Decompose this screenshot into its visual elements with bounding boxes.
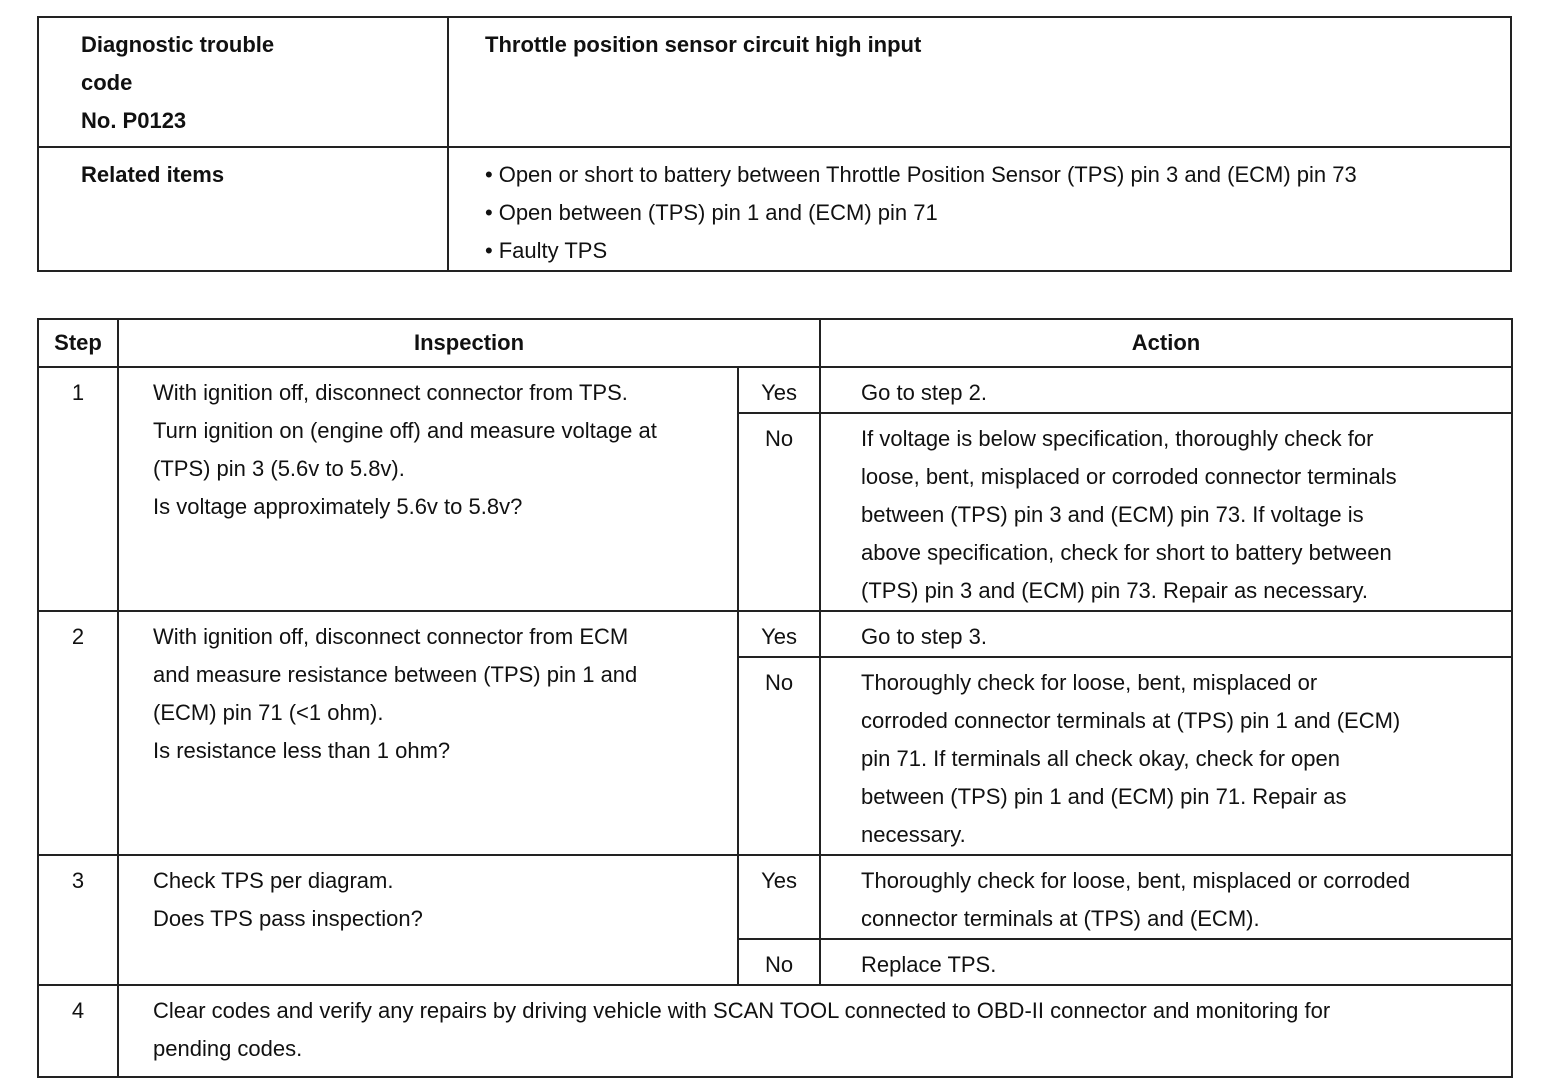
related-items-label-cell	[38, 147, 448, 271]
action-line: between (TPS) pin 3 and (ECM) pin 73. If voltage is	[861, 502, 1364, 527]
action-line: Thoroughly check for loose, bent, misplaced or	[861, 670, 1318, 695]
final-step-line: Clear codes and verify any repairs by driving vehicle with SCAN TOOL connected to OBD-II connector and monitoring for	[153, 998, 1331, 1023]
action-line: Replace TPS.	[861, 952, 997, 977]
dtc-label-line: No. P0123	[81, 108, 187, 133]
no-action	[820, 657, 1512, 855]
step-inspection	[118, 367, 738, 611]
dtc-header-table	[37, 16, 1512, 272]
step-4-row	[38, 985, 1512, 1077]
related-item-text: Faulty TPS	[498, 238, 608, 263]
dtc-label-line: code	[81, 70, 133, 95]
inspection-line: With ignition off, disconnect connector from TPS.	[153, 380, 628, 405]
final-step-line: pending codes.	[153, 1036, 303, 1061]
step-number: 1	[38, 367, 118, 611]
inspection-line: Is voltage approximately 5.6v to 5.8v?	[153, 494, 523, 519]
inspection-line: Does TPS pass inspection?	[153, 906, 423, 931]
no-label: No	[738, 413, 820, 611]
diagnostic-steps-table	[37, 318, 1513, 1078]
no-label: No	[738, 657, 820, 855]
dtc-title: Throttle position sensor circuit high input	[485, 32, 922, 57]
action-line: Go to step 3.	[861, 624, 987, 649]
yes-label: Yes	[738, 367, 820, 413]
action-line: between (TPS) pin 1 and (ECM) pin 71. Repair as	[861, 784, 1347, 809]
bullet-icon: •	[485, 238, 493, 263]
final-step-text	[118, 985, 1512, 1077]
step-3-yes-row	[38, 855, 1512, 939]
related-item-text: Open between (TPS) pin 1 and (ECM) pin 71	[498, 200, 938, 225]
related-item	[485, 232, 1510, 270]
action-line: loose, bent, misplaced or corroded connector terminals	[861, 464, 1397, 489]
step-number: 4	[38, 985, 118, 1077]
step-number: 3	[38, 855, 118, 985]
related-items-row	[38, 147, 1511, 271]
bullet-icon: •	[485, 200, 493, 225]
bullet-icon: •	[485, 162, 493, 187]
inspection-line: Check TPS per diagram.	[153, 868, 394, 893]
no-action	[820, 413, 1512, 611]
action-line: Go to step 2.	[861, 380, 987, 405]
yes-label: Yes	[738, 611, 820, 657]
yes-action	[820, 611, 1512, 657]
related-item-text: Open or short to battery between Throttle Position Sensor (TPS) pin 3 and (ECM) pin 73	[498, 162, 1357, 187]
table-header-row	[38, 319, 1512, 367]
no-action	[820, 939, 1512, 985]
action-line: necessary.	[861, 822, 966, 847]
step-column-header: Step	[38, 319, 118, 367]
step-inspection	[118, 855, 738, 985]
related-items-label: Related items	[81, 162, 225, 187]
inspection-line: Turn ignition on (engine off) and measure voltage at	[153, 418, 657, 443]
step-1-yes-row	[38, 367, 1512, 413]
step-inspection	[118, 611, 738, 855]
yes-action	[820, 855, 1512, 939]
inspection-line: and measure resistance between (TPS) pin 1 and	[153, 662, 638, 687]
action-line: (TPS) pin 3 and (ECM) pin 73. Repair as necessary.	[861, 578, 1369, 603]
inspection-line: (ECM) pin 71 (<1 ohm).	[153, 700, 384, 725]
action-line: Thoroughly check for loose, bent, misplaced or corroded	[861, 868, 1411, 893]
action-line: connector terminals at (TPS) and (ECM).	[861, 906, 1260, 931]
inspection-line: Is resistance less than 1 ohm?	[153, 738, 451, 763]
related-item	[485, 156, 1510, 194]
yes-label: Yes	[738, 855, 820, 939]
related-item	[485, 194, 1510, 232]
no-label: No	[738, 939, 820, 985]
dtc-label-line: Diagnostic trouble	[81, 32, 275, 57]
inspection-line: (TPS) pin 3 (5.6v to 5.8v).	[153, 456, 405, 481]
inspection-column-header: Inspection	[118, 319, 820, 367]
step-2-yes-row	[38, 611, 1512, 657]
related-items-list	[448, 147, 1511, 271]
step-number: 2	[38, 611, 118, 855]
inspection-line: With ignition off, disconnect connector from ECM	[153, 624, 629, 649]
action-line: corroded connector terminals at (TPS) pin 1 and (ECM)	[861, 708, 1401, 733]
action-line: above specification, check for short to battery between	[861, 540, 1392, 565]
dtc-code-row	[38, 17, 1511, 147]
action-line: pin 71. If terminals all check okay, check for open	[861, 746, 1340, 771]
yes-action	[820, 367, 1512, 413]
dtc-code-label	[38, 17, 448, 147]
action-line: If voltage is below specification, thoroughly check for	[861, 426, 1374, 451]
action-column-header: Action	[820, 319, 1512, 367]
dtc-title-cell	[448, 17, 1511, 147]
